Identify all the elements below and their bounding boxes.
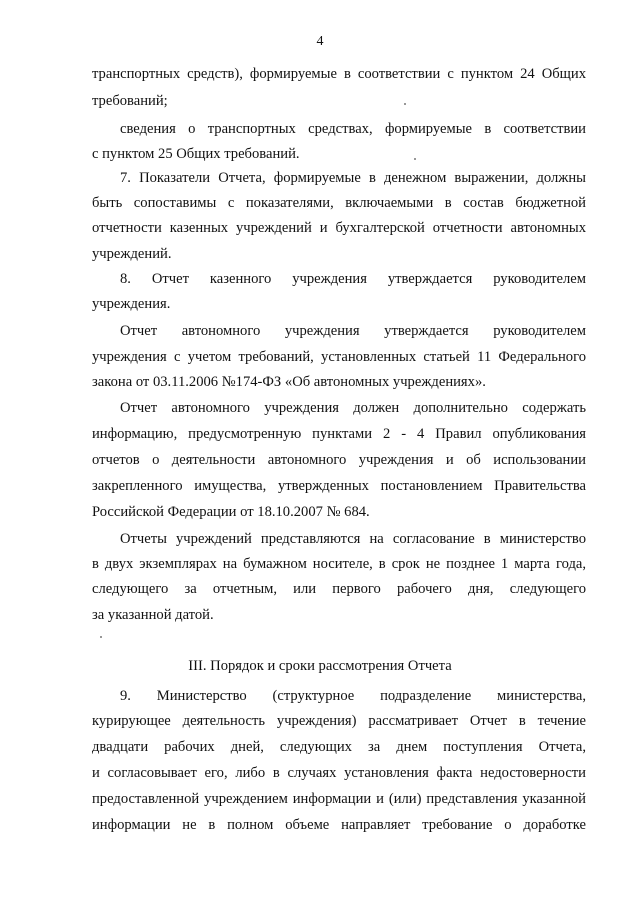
- scan-speck: [404, 103, 406, 105]
- text-line: закона от 03.11.2006 №174-ФЗ «Об автономных учреждениях».: [92, 374, 486, 390]
- text-line: с пунктом 25 Общих требований.: [92, 146, 300, 162]
- text-line: быть сопоставимы с показателями, включаемыми в состав бюджетной: [92, 195, 586, 211]
- text-line: и согласовывает его, либо в случаях установления факта недостоверности: [92, 765, 586, 781]
- text-line: следующего за отчетным, или первого рабочего дня, следующего: [92, 581, 586, 597]
- text-line: 9. Министерство (структурное подразделение министерства,: [120, 688, 586, 704]
- text-line: транспортных средств), формируемые в соответствии с пунктом 24 Общих: [92, 66, 586, 82]
- page-number: 4: [316, 34, 324, 49]
- text-line: курирующее деятельность учреждения) рассматривает Отчет в течение: [92, 713, 586, 729]
- text-line: учреждений.: [92, 246, 172, 262]
- section-heading: III. Порядок и сроки рассмотрения Отчета: [188, 658, 452, 674]
- text-line: закрепленного имущества, утвержденных постановлением Правительства: [92, 478, 586, 494]
- text-line: Российской Федерации от 18.10.2007 № 684.: [92, 504, 370, 520]
- text-line: отчетов о деятельности автономного учреждения и об использовании: [92, 452, 586, 468]
- text-line: Отчеты учреждений представляются на согласование в министерство: [120, 531, 586, 547]
- text-line: учреждения с учетом требований, установленных статьей 11 Федерального: [92, 349, 586, 365]
- text-line: предоставленной учреждением информации и (или) представления указанной: [92, 791, 586, 807]
- text-line: 7. Показатели Отчета, формируемые в денежном выражении, должны: [120, 170, 586, 186]
- text-line: требований;: [92, 93, 168, 109]
- text-line: информацию, предусмотренную пунктами 2 - 4 Правил опубликования: [92, 426, 586, 442]
- scan-speck: [414, 158, 416, 160]
- text-line: двадцати рабочих дней, следующих за днем поступления Отчета,: [92, 739, 586, 755]
- text-line: Отчет автономного учреждения должен дополнительно содержать: [120, 400, 586, 416]
- text-line: 8. Отчет казенного учреждения утверждается руководителем: [120, 271, 586, 287]
- text-line: информации не в полном объеме направляет требование о доработке: [92, 817, 586, 833]
- scan-speck: [100, 636, 102, 638]
- text-line: Отчет автономного учреждения утверждается руководителем: [120, 323, 586, 339]
- text-line: сведения о транспортных средствах, формируемые в соответствии: [120, 121, 586, 137]
- text-line: учреждения.: [92, 296, 171, 312]
- text-line: за указанной датой.: [92, 607, 214, 623]
- text-line: в двух экземплярах на бумажном носителе, в срок не позднее 1 марта года,: [92, 556, 586, 572]
- text-line: отчетности казенных учреждений и бухгалтерской отчетности автономных: [92, 220, 586, 236]
